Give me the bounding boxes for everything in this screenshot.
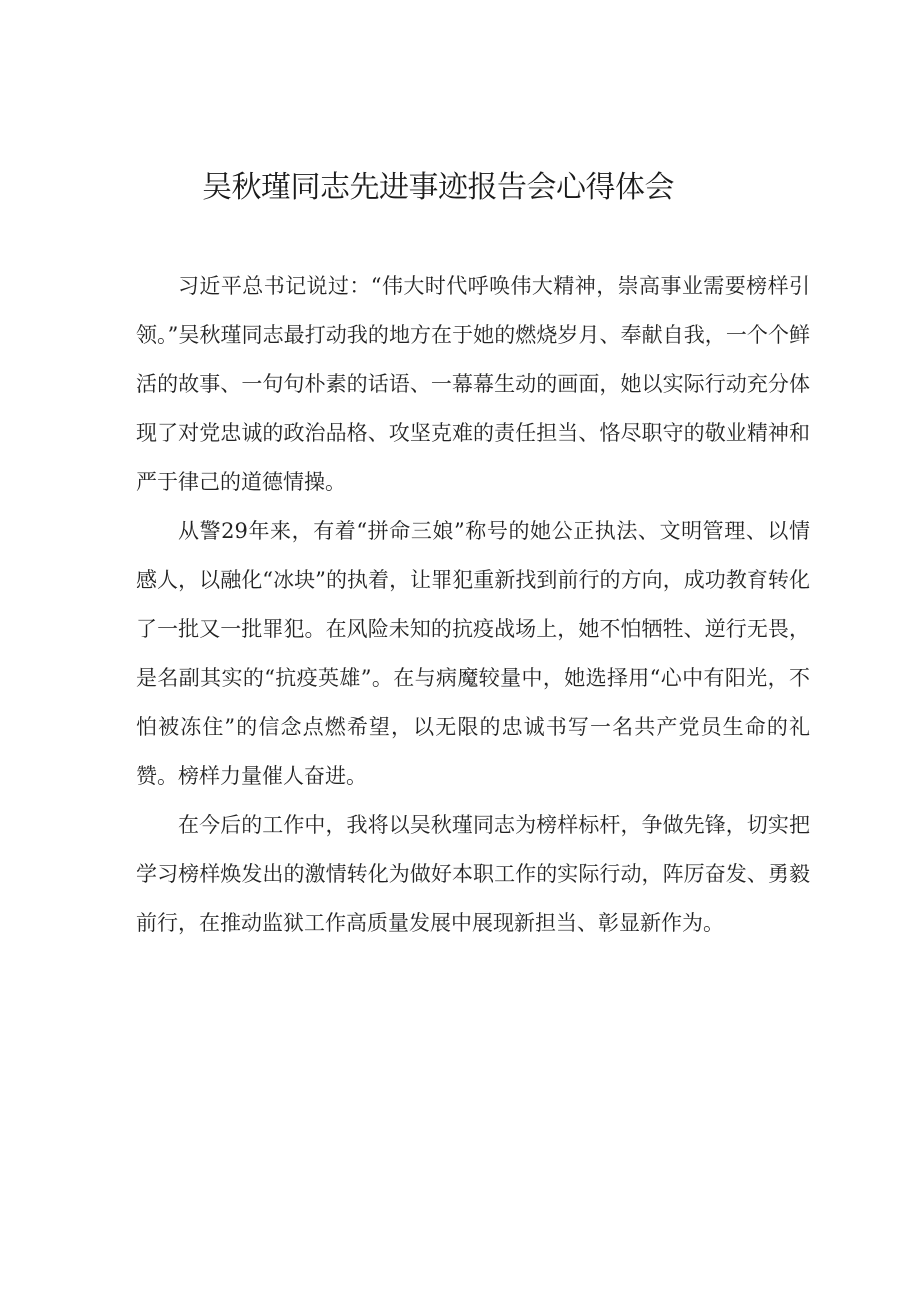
- document-title: 吴秋瑾同志先进事迹报告会心得体会: [202, 170, 674, 205]
- paragraph-2: 从警29年来，有着“拼命三娘”称号的她公正执法、文明管理、以情感人，以融化“冰块”的执着，让罪犯重新找到前行的方向，成功教育转化了一批又一批罪犯。在风险未知的抗疫战场上，她不怕牺牲、逆行无畏，是名副其实的“抗疫英雄”。在与病魔较量中，她选择用“心中有阳光，不怕被冻住”的信念点燃希望，以无限的忠诚书写一名共产党员生命的礼赞。榜样力量催人奋进。: [136, 519, 810, 788]
- paragraph-1: 习近平总书记说过：“伟大时代呼唤伟大精神，崇高事业需要榜样引领。”吴秋瑾同志最打动我的地方在于她的燃烧岁月、奉献自我，一个个鲜活的故事、一句句朴素的话语、一幕幕生动的画面，她以实际行动充分体现了对党忠诚的政治品格、攻坚克难的责任担当、恪尽职守的敬业精神和严于律己的道德情操。: [136, 274, 810, 494]
- paragraph-3: 在今后的工作中，我将以吴秋瑾同志为榜样标杆，争做先锋，切实把学习榜样焕发出的激情转化为做好本职工作的实际行动，阵厉奋发、勇毅前行，在推动监狱工作高质量发展中展现新担当、彰显新作为。: [136, 813, 810, 935]
- document-body: [136, 262, 810, 948]
